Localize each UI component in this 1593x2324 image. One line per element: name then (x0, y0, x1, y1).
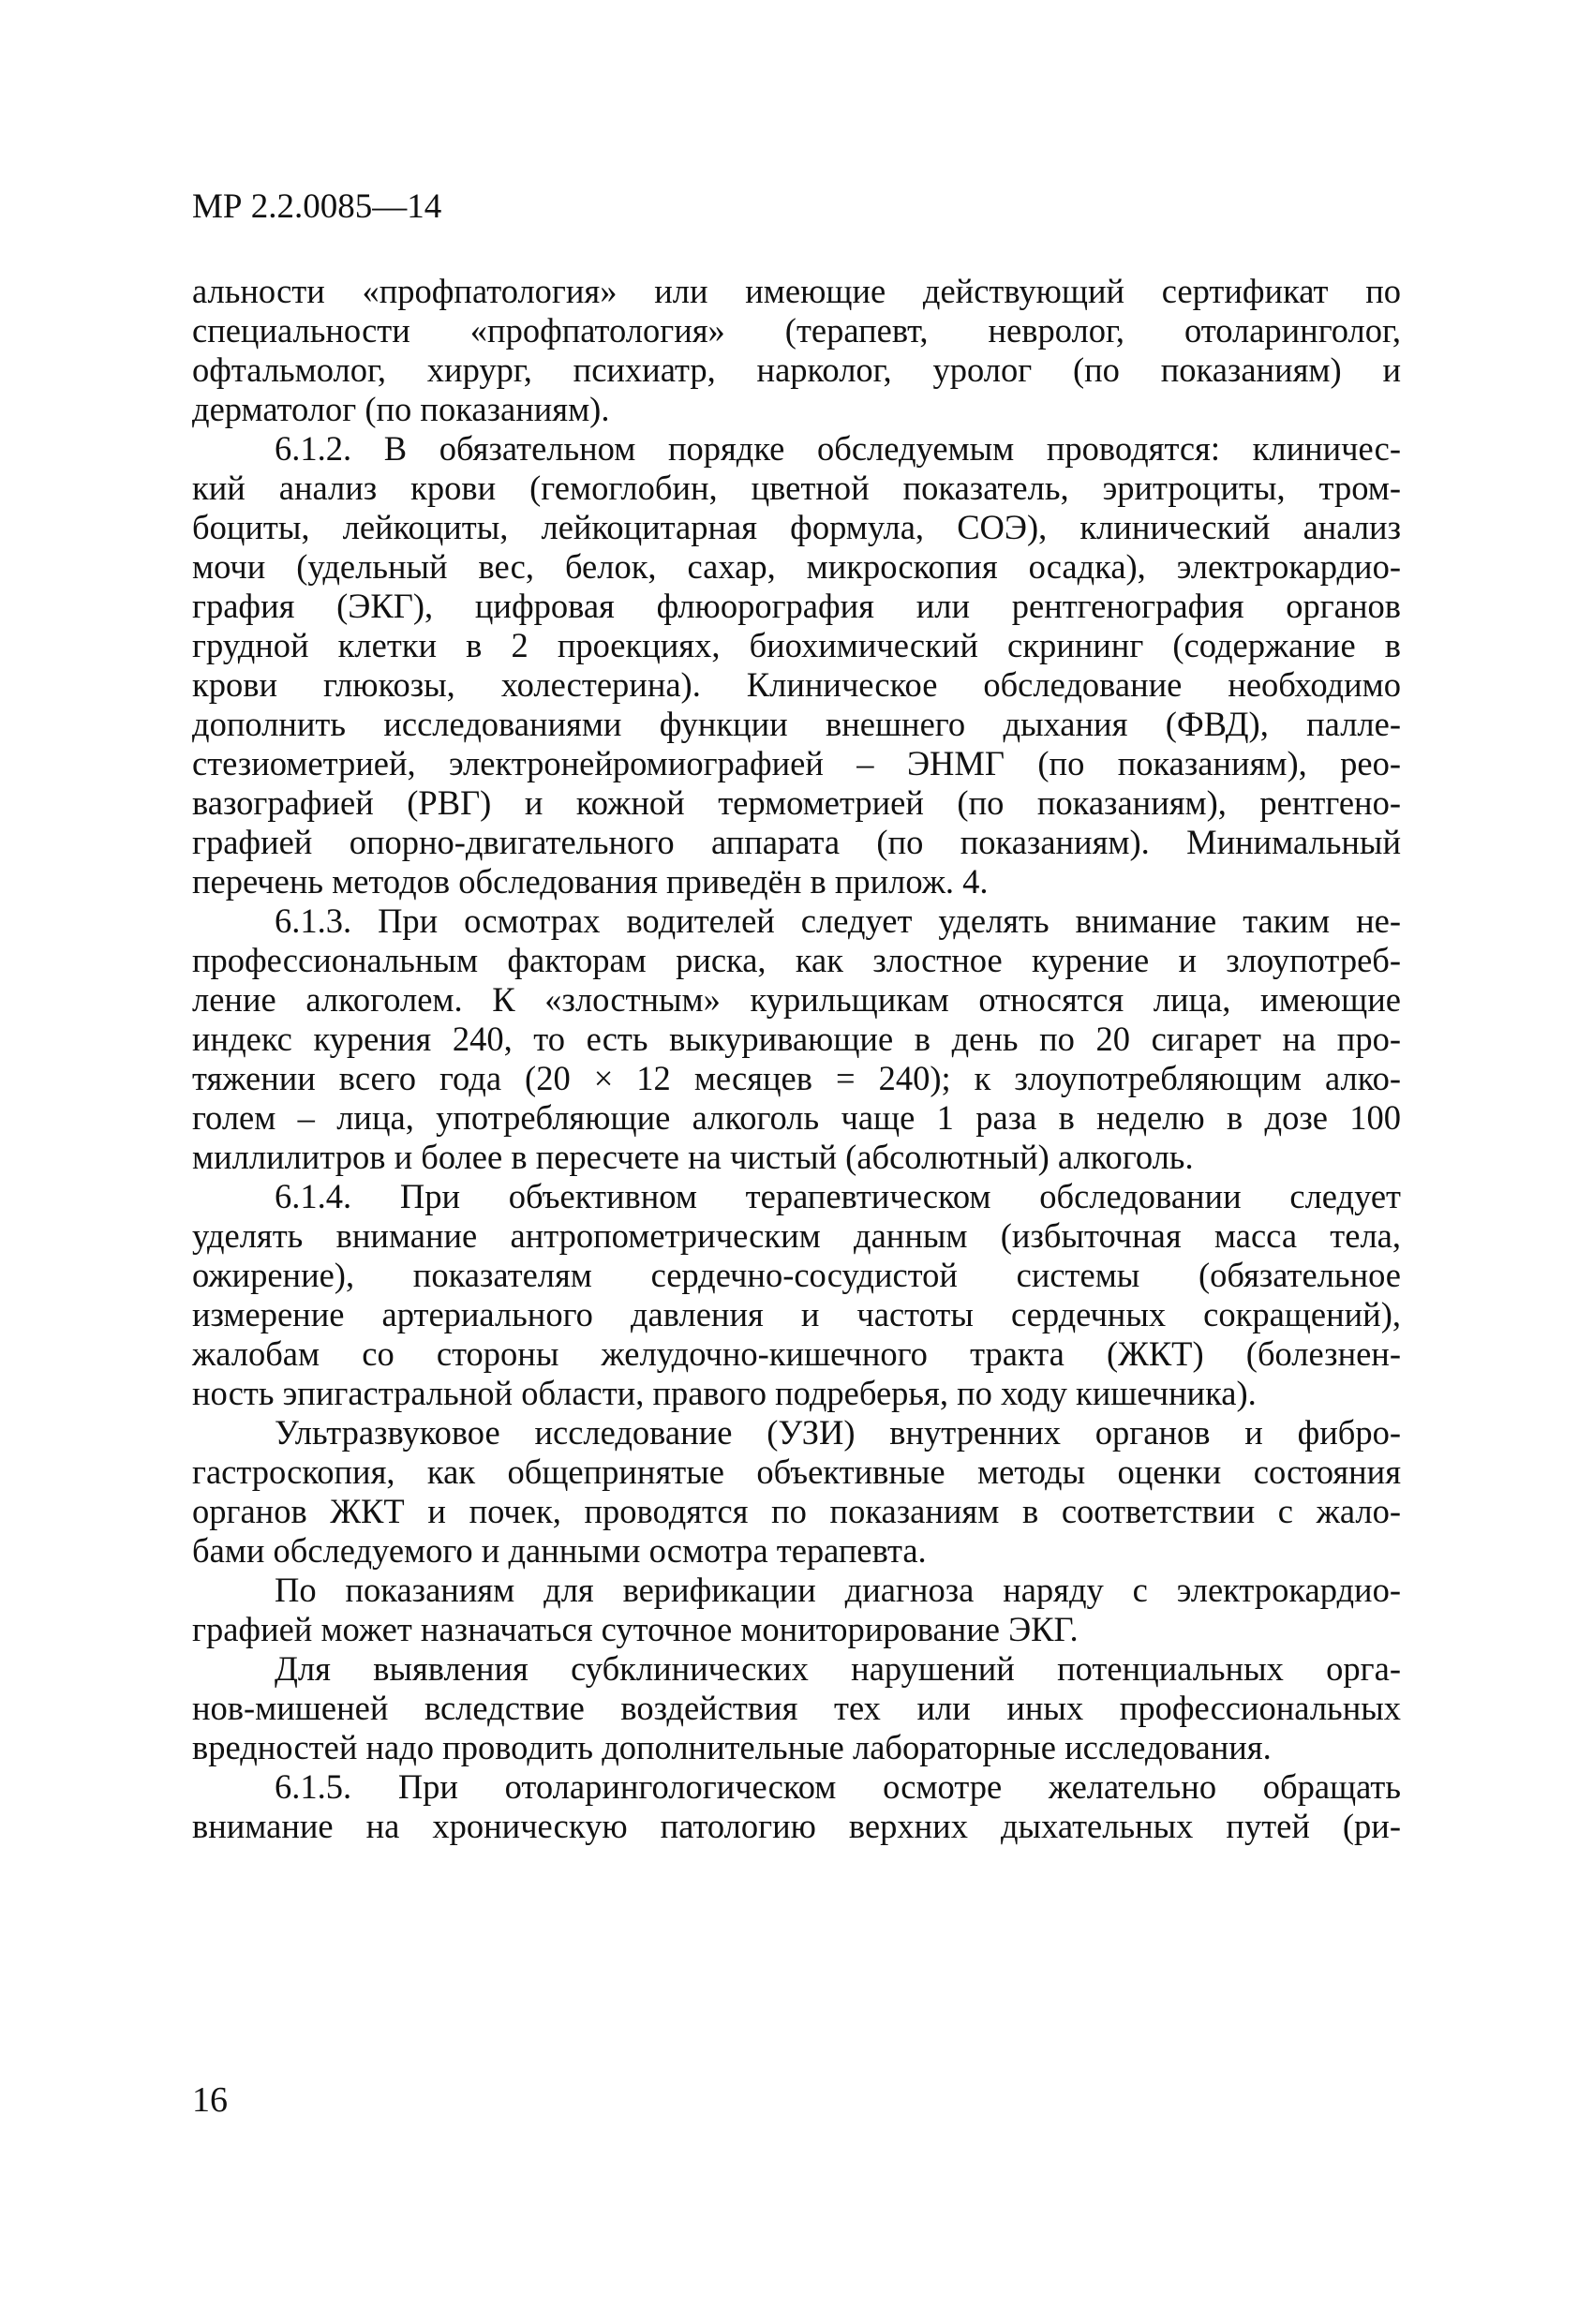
text-line: офтальмолог, хирург, психиатр, нарколог, уролог (по показаниям) и (192, 350, 1401, 389)
paragraph-6-1-5-start: 6.1.5. При отоларингологическом осмотре желательно обращать (275, 1767, 1401, 1806)
text-line: индекс курения 240, то есть выкуривающие в день по 20 сигарет на про- (192, 1020, 1401, 1058)
paragraph-6-1-3-start: 6.1.3. При осмотрах водителей следует уделять внимание таким не- (275, 901, 1401, 940)
text-line: гастроскопия, как общепринятые объективные методы оценки состояния (192, 1452, 1401, 1491)
text-line: графией может назначаться суточное мониторирование ЭКГ. (192, 1610, 1079, 1648)
text-line: боциты, лейкоциты, лейкоцитарная формула, СОЭ), клинический анализ (192, 508, 1401, 546)
text-line: кий анализ крови (гемоглобин, цветной показатель, эритроциты, тром- (192, 469, 1401, 507)
text-line: дерматолог (по показаниям). (192, 390, 610, 428)
text-line: крови глюкозы, холестерина). Клиническое обследование необходимо (192, 665, 1401, 704)
text-line: миллилитров и более в пересчете на чистый (абсолютный) алкоголь. (192, 1138, 1194, 1176)
text-line: ожирение), показателям сердечно-сосудистой системы (обязательное (192, 1256, 1401, 1294)
body-text (192, 272, 1401, 1846)
text-line: ность эпигастральной области, правого подреберья, по ходу кишечника). (192, 1374, 1257, 1412)
text-line: вазографией (РВГ) и кожной термометрией (по показаниям), рентгено- (192, 783, 1401, 822)
text-line: грудной клетки в 2 проекциях, биохимический скрининг (содержание в (192, 626, 1401, 664)
text-line: вредностей надо проводить дополнительные лабораторные исследования. (192, 1728, 1272, 1766)
text-line: графией опорно-двигательного аппарата (по показаниям). Минимальный (192, 823, 1401, 861)
text-line: внимание на хроническую патологию верхних дыхательных путей (ри- (192, 1807, 1401, 1845)
text-line: дополнить исследованиями функции внешнего дыхания (ФВД), палле- (192, 705, 1401, 743)
text-line: тяжении всего года (20 × 12 месяцев = 240); к злоупотребляющим алко- (192, 1059, 1401, 1097)
page-number: 16 (192, 2080, 228, 2120)
paragraph-6-1-4-start: 6.1.4. При объективном терапевтическом обследовании следует (275, 1177, 1401, 1215)
text-line: ление алкоголем. К «злостным» курильщикам относятся лица, имеющие (192, 980, 1401, 1019)
text-line: специальности «профпатология» (терапевт, невролог, отоларинголог, (192, 311, 1401, 350)
text-line: органов ЖКТ и почек, проводятся по показаниям в соответствии с жало- (192, 1492, 1401, 1530)
text-line: альности «профпатология» или имеющие действующий сертификат по (192, 272, 1401, 310)
text-line: перечень методов обследования приведён в прилож. 4. (192, 862, 989, 901)
text-line: профессиональным факторам риска, как злостное курение и злоупотреб- (192, 941, 1401, 979)
paragraph-6-1-2-start: 6.1.2. В обязательном порядке обследуемым проводятся: клиничес- (275, 429, 1401, 468)
text-line: стезиометрией, электронейромиографией – ЭНМГ (по показаниям), рео- (192, 744, 1401, 782)
text-line: голем – лица, употребляющие алкоголь чаще 1 раза в неделю в дозе 100 (192, 1098, 1401, 1137)
paragraph-ultrasound-start: Ультразвуковое исследование (УЗИ) внутренних органов и фибро- (275, 1413, 1401, 1452)
document-code: МР 2.2.0085—14 (192, 187, 442, 226)
text-line: бами обследуемого и данными осмотра терапевта. (192, 1531, 927, 1570)
paragraph-ecg-start: По показаниям для верификации диагноза наряду с электрокардио- (275, 1571, 1401, 1609)
text-line: жалобам со стороны желудочно-кишечного тракта (ЖКТ) (болезнен- (192, 1334, 1401, 1373)
text-line: уделять внимание антропометрическим данным (избыточная масса тела, (192, 1216, 1401, 1255)
paragraph-subclinical-start: Для выявления субклинических нарушений потенциальных орга- (275, 1649, 1401, 1688)
text-line: графия (ЭКГ), цифровая флюорография или рентгенография органов (192, 587, 1401, 625)
text-line: мочи (удельный вес, белок, сахар, микроскопия осадка), электрокардио- (192, 547, 1401, 586)
text-line: нов-мишеней вследствие воздействия тех или иных профессиональных (192, 1689, 1401, 1727)
text-line: измерение артериального давления и частоты сердечных сокращений), (192, 1295, 1401, 1333)
